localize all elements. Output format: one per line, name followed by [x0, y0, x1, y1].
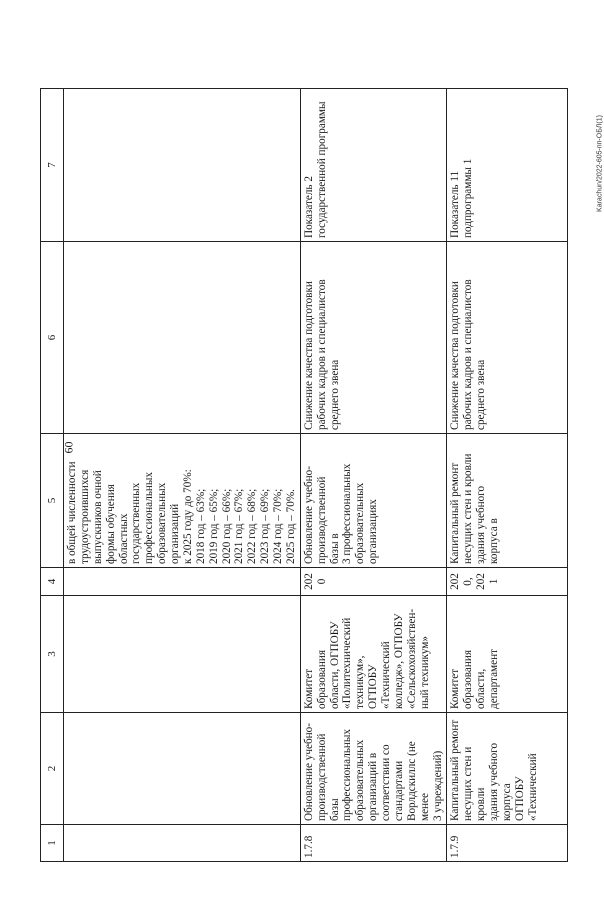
- header-cell-2: 2: [41, 713, 64, 825]
- text-line: базы в: [328, 533, 341, 564]
- row-number-cell: [64, 825, 301, 862]
- text-line: производственной: [315, 476, 328, 564]
- text-line: Обновление учебно-: [302, 466, 315, 564]
- header-cell-1: 1: [41, 825, 64, 862]
- text-line: 2021 год – 67%;: [233, 488, 246, 564]
- text-line: государственных: [130, 482, 143, 564]
- executor-cell: [447, 596, 568, 713]
- text-line: Капитальный ремонт: [449, 719, 462, 821]
- text-line: 2025 год – 70%.: [284, 489, 297, 564]
- text-line: трудоустроившихся: [78, 469, 91, 564]
- text-line: 3 профессиональных: [341, 463, 354, 564]
- indicator-link-cell: [64, 89, 301, 242]
- text-line: 2020,: [449, 573, 475, 590]
- header-cell-7: 7: [41, 89, 64, 242]
- header-cell-3: 3: [41, 596, 64, 713]
- text-line: среднего звена: [328, 359, 341, 430]
- document-stamp: Karachun/2022-605-пп-ОБЛ(1): [596, 115, 604, 212]
- text-line: 2023 год – 69%;: [259, 488, 272, 564]
- text-line: «Политехнический: [341, 617, 354, 709]
- text-line: 2019 год – 65%;: [207, 488, 220, 564]
- page-number: 60: [61, 441, 76, 454]
- text-line: ОГПОБУ: [367, 664, 380, 709]
- text-line: профессиональных: [341, 728, 354, 821]
- text-line: Капитальный ремонт: [449, 462, 462, 564]
- consequence-cell: [64, 242, 301, 434]
- text-line: несущих стен и кровли: [462, 453, 475, 564]
- text-line: областных: [117, 513, 130, 564]
- activity-name-cell: [300, 713, 447, 825]
- text-line: образовательных: [354, 482, 367, 564]
- indicator-link-cell: [300, 89, 447, 242]
- text-line: образования: [315, 649, 328, 709]
- row-number-cell: 1.7.9: [447, 825, 568, 862]
- text-line: образовательных: [156, 482, 169, 564]
- text-line: корпуса в: [488, 518, 500, 564]
- text-line: здания учебного: [475, 485, 488, 564]
- expected-result-cell: [447, 434, 568, 568]
- text-line: Снижение качества подготовки: [449, 281, 462, 430]
- table-row: [300, 89, 447, 862]
- text-line: рабочих кадров и специалистов: [462, 279, 475, 430]
- text-line: ный техникум»: [418, 636, 431, 709]
- activity-name-cell: [64, 713, 301, 825]
- text-line: образовательных: [354, 739, 367, 821]
- header-cell-4: 4: [41, 568, 64, 596]
- text-line: организациях: [367, 499, 380, 564]
- text-line: «Сельскохозяйствен-: [405, 608, 418, 709]
- consequence-cell: [300, 242, 447, 434]
- text-line: области,: [475, 668, 488, 709]
- text-line: Ворлдскиллс (не менее: [405, 741, 431, 821]
- text-line: организаций в: [367, 752, 380, 821]
- text-line: 2022 год – 68%;: [246, 488, 259, 564]
- header-cell-5: 5: [41, 434, 64, 568]
- text-line: в общей численности: [66, 461, 78, 564]
- text-line: 2018 год – 63%;: [194, 488, 207, 564]
- text-line: рабочих кадров и специалистов: [315, 279, 328, 430]
- period-cell: 2020: [300, 568, 447, 596]
- text-line: колледж», ОГПОБУ: [392, 613, 405, 709]
- text-line: Обновление учебно-: [302, 723, 315, 821]
- text-line: Показатель 11: [449, 170, 462, 238]
- text-line: к 2025 году до 70%:: [181, 469, 194, 564]
- text-line: Комитет: [302, 668, 315, 709]
- text-line: подпрограммы 1: [462, 158, 475, 238]
- text-line: ОГПОБУ «Технический: [513, 753, 539, 821]
- text-line: 2021: [475, 573, 500, 590]
- text-line: Комитет: [449, 668, 462, 709]
- text-line: техникум»,: [354, 655, 367, 709]
- table-row: [64, 89, 301, 862]
- indicator-link-cell: [447, 89, 568, 242]
- program-table: [40, 88, 568, 862]
- executor-cell: [64, 596, 301, 713]
- text-line: выпускников очной: [91, 470, 104, 564]
- table-header-row: [41, 89, 64, 862]
- expected-result-cell: [300, 434, 447, 568]
- text-line: «Технический: [380, 641, 392, 709]
- text-line: области, ОГПОБУ: [328, 621, 341, 709]
- text-line: государственной программы: [315, 101, 328, 238]
- text-line: Показатель 2: [302, 176, 315, 238]
- text-line: образования: [462, 649, 475, 709]
- period-cell: [64, 568, 301, 596]
- expected-result-cell: [61, 434, 301, 568]
- row-number-cell: 1.7.8: [300, 825, 447, 862]
- executor-cell: [300, 596, 447, 713]
- text-line: формы обучения: [104, 484, 117, 564]
- text-line: 2024 год – 70%;: [272, 488, 284, 564]
- text-line: организаций: [169, 503, 181, 564]
- header-cell-6: 6: [41, 242, 64, 434]
- consequence-cell: [447, 242, 568, 434]
- activity-name-cell: [447, 713, 568, 825]
- text-line: стандартами: [392, 760, 405, 821]
- text-line: Снижение качества подготовки: [302, 281, 315, 430]
- table-row: [447, 89, 568, 862]
- rotated-page: [40, 89, 551, 862]
- text-line: несущих стен и кровли: [462, 746, 488, 821]
- text-line: 2020 год – 66%;: [220, 488, 233, 564]
- text-line: среднего звена: [475, 359, 488, 430]
- period-cell: [447, 568, 568, 596]
- text-line: профессиональных: [143, 471, 156, 564]
- text-line: здания учебного корпуса: [488, 742, 513, 821]
- text-line: департамент: [488, 649, 500, 709]
- text-line: соответствии со: [380, 744, 392, 821]
- text-line: 3 учреждений): [431, 750, 444, 821]
- text-line: производственной базы: [315, 733, 341, 821]
